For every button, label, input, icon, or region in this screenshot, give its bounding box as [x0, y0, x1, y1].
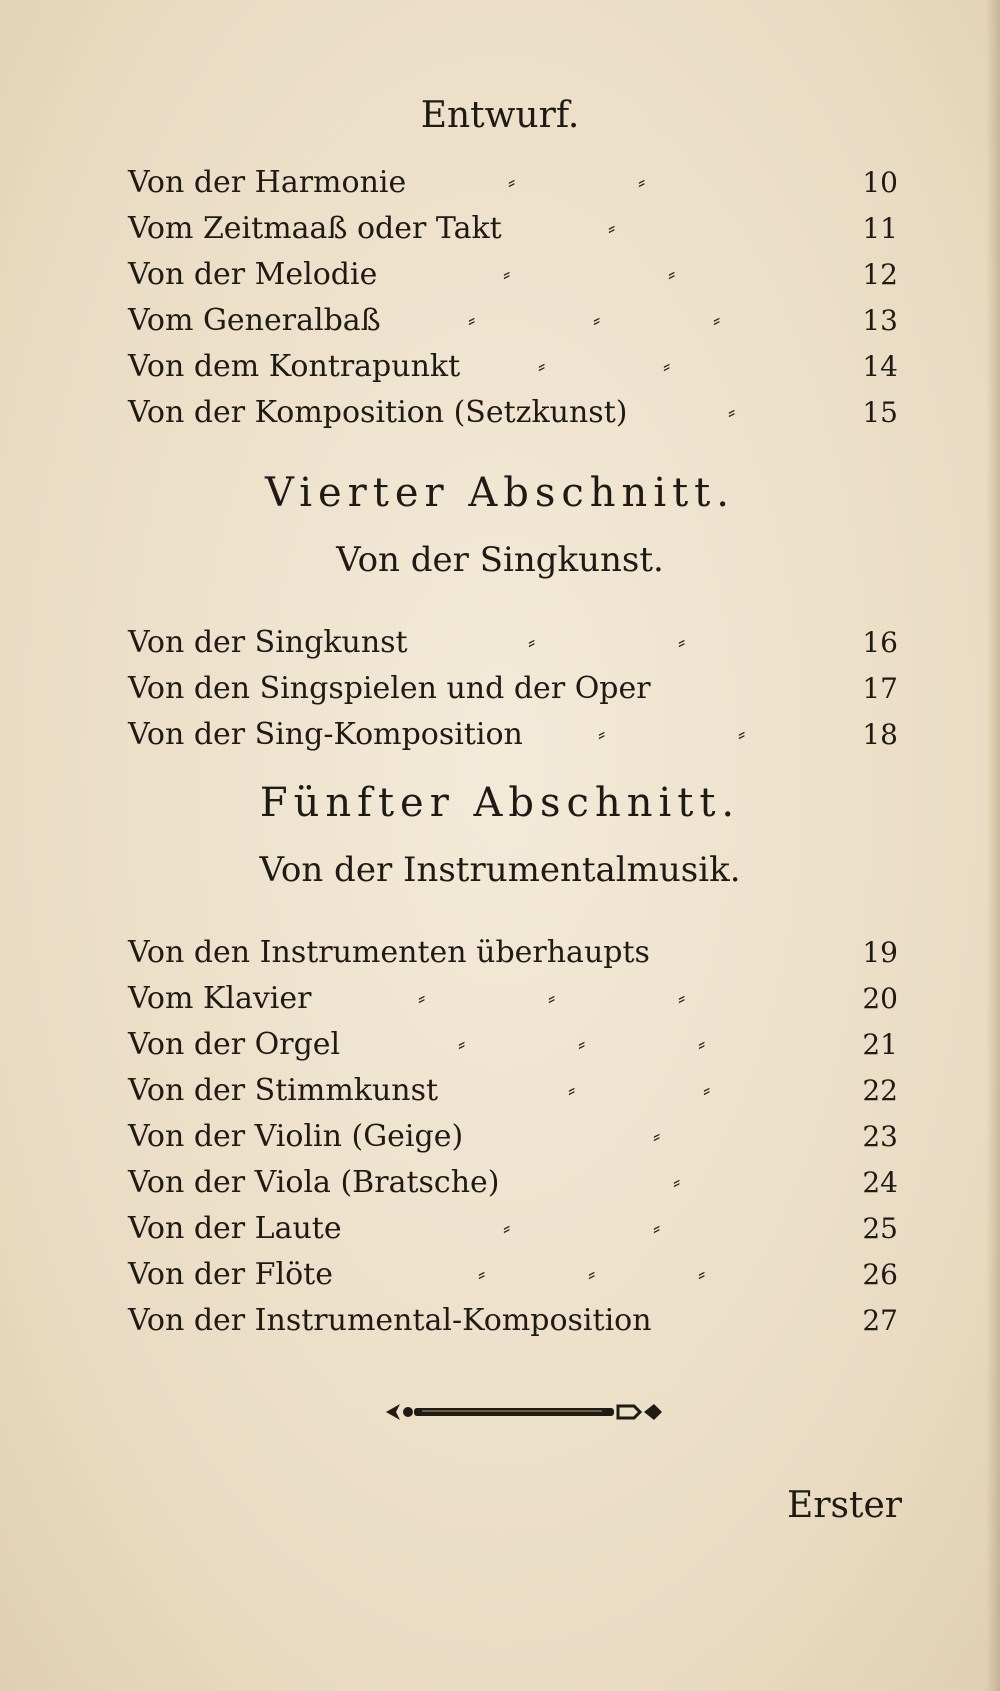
leader-dot: ⸗	[548, 986, 556, 1011]
toc-entry-page: 11	[862, 212, 898, 245]
toc-entry-title: Von den Singspielen und der Oper	[128, 671, 651, 706]
leader-dot: ⸗	[703, 1078, 711, 1103]
leader-dot: ⸗	[458, 1032, 466, 1057]
leader-dot: ⸗	[673, 1170, 681, 1195]
toc-entry-page: 27	[862, 1304, 898, 1337]
toc-entry-title: Vom Generalbaß	[128, 303, 381, 338]
leader-dot: ⸗	[638, 170, 646, 195]
toc-entry-title: Von der Orgel	[128, 1027, 341, 1062]
leader-dot: ⸗	[418, 986, 426, 1011]
toc-entry	[128, 1206, 898, 1252]
toc-entry	[128, 1160, 898, 1206]
section-heading: Vierter Abschnitt.	[265, 470, 735, 516]
ornament-rule-icon	[382, 1392, 664, 1432]
leader-dot: ⸗	[598, 722, 606, 747]
page-edge-shadow	[986, 0, 1000, 1691]
leader-dot: ⸗	[698, 1032, 706, 1057]
leader-dot: ⸗	[678, 630, 686, 655]
toc-entry	[128, 1022, 898, 1068]
toc-entry-title: Von der Flöte	[128, 1257, 333, 1292]
toc-entry-title: Von der Komposition (Setzkunst)	[128, 395, 628, 430]
toc-entry-title: Von der Viola (Bratsche)	[128, 1165, 500, 1200]
toc-entry-page: 16	[862, 626, 898, 659]
leader-dot: ⸗	[478, 1262, 486, 1287]
toc-entry	[128, 930, 898, 976]
toc-entry	[128, 160, 898, 206]
leader-dot: ⸗	[663, 354, 671, 379]
toc-entry-page: 17	[862, 672, 898, 705]
toc-entry	[128, 344, 898, 390]
leader-dot: ⸗	[588, 1262, 596, 1287]
toc-entry	[128, 206, 898, 252]
leader-dot: ⸗	[503, 262, 511, 287]
toc-entry-page: 23	[862, 1120, 898, 1153]
toc-entry	[128, 252, 898, 298]
toc-entry-page: 10	[862, 166, 898, 199]
toc-entry-title: Von der Violin (Geige)	[128, 1119, 464, 1154]
toc-entry	[128, 1068, 898, 1114]
toc-entry-title: Von den Instrumenten überhaupts	[128, 935, 650, 970]
toc-entry-page: 20	[862, 982, 898, 1015]
toc-entry-title: Von der Instrumental-Komposition	[128, 1303, 652, 1338]
toc-entry-title: Von der Laute	[128, 1211, 342, 1246]
toc-entry-title: Von dem Kontrapunkt	[128, 349, 461, 384]
toc-group-2	[128, 620, 898, 758]
leader-dot: ⸗	[508, 170, 516, 195]
section-subtitle: Von der Singkunst.	[336, 540, 664, 580]
toc-entry	[128, 620, 898, 666]
toc-entry	[128, 1298, 898, 1344]
leader-dot: ⸗	[503, 1216, 511, 1241]
section-subtitle: Von der Instrumentalmusik.	[259, 850, 741, 890]
toc-entry	[128, 976, 898, 1022]
toc-entry-title: Von der Sing-Komposition	[128, 717, 523, 752]
leader-dot: ⸗	[698, 1262, 706, 1287]
toc-group-1	[128, 160, 898, 436]
toc-entry-page: 24	[862, 1166, 898, 1199]
toc-entry	[128, 390, 898, 436]
toc-entry-title: Von der Harmonie	[128, 165, 407, 200]
toc-entry-title: Von der Stimmkunst	[128, 1073, 439, 1108]
leader-dot: ⸗	[728, 400, 736, 425]
leader-dot: ⸗	[468, 308, 476, 333]
toc-entry-title: Von der Singkunst	[128, 625, 408, 660]
toc-entry-page: 15	[862, 396, 898, 429]
toc-entry-page: 12	[862, 258, 898, 291]
leader-dot: ⸗	[578, 1032, 586, 1057]
toc-entry-page: 14	[862, 350, 898, 383]
toc-entry-page: 22	[862, 1074, 898, 1107]
toc-entry-title: Vom Zeitmaaß oder Takt	[128, 211, 502, 246]
toc-entry-title: Vom Klavier	[128, 981, 312, 1016]
toc-entry	[128, 298, 898, 344]
leader-dot: ⸗	[528, 630, 536, 655]
leader-dot: ⸗	[738, 722, 746, 747]
catchword: Erster	[787, 1485, 902, 1526]
toc-entry	[128, 1252, 898, 1298]
leader-dot: ⸗	[593, 308, 601, 333]
toc-entry-page: 18	[862, 718, 898, 751]
leader-dot: ⸗	[678, 986, 686, 1011]
leader-dot: ⸗	[568, 1078, 576, 1103]
leader-dot: ⸗	[653, 1124, 661, 1149]
leader-dot: ⸗	[713, 308, 721, 333]
toc-entry	[128, 1114, 898, 1160]
running-head: Entwurf.	[420, 95, 580, 136]
leader-dot: ⸗	[653, 1216, 661, 1241]
toc-entry-page: 13	[862, 304, 898, 337]
toc-entry-page: 19	[862, 936, 898, 969]
toc-entry	[128, 712, 898, 758]
leader-dot: ⸗	[608, 216, 616, 241]
toc-entry-page: 26	[862, 1258, 898, 1291]
toc-group-3	[128, 930, 898, 1344]
toc-entry-page: 25	[862, 1212, 898, 1245]
toc-entry-title: Von der Melodie	[128, 257, 378, 292]
toc-entry	[128, 666, 898, 712]
toc-entry-page: 21	[862, 1028, 898, 1061]
section-heading: Fünfter Abschnitt.	[259, 780, 741, 826]
leader-dot: ⸗	[538, 354, 546, 379]
leader-dot: ⸗	[668, 262, 676, 287]
